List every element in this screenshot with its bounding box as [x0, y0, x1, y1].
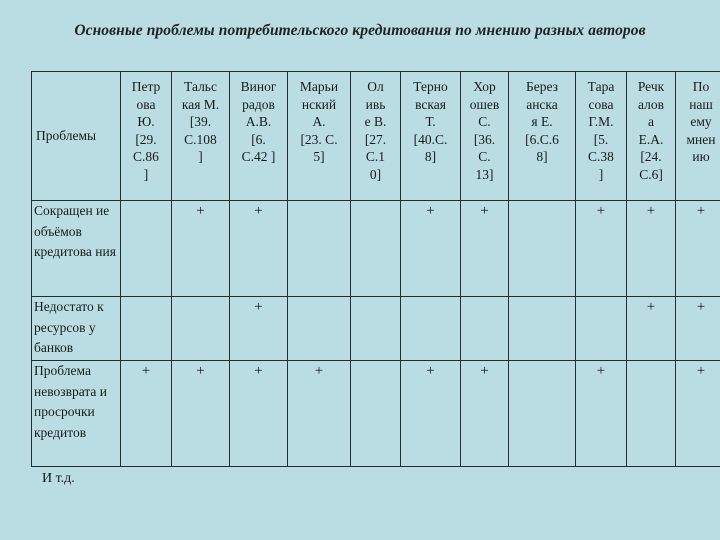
mark-cell: +: [676, 201, 720, 297]
author-header: Терно вская Т. [40.С. 8]: [401, 72, 461, 201]
table-row: [32, 361, 720, 467]
row-label: Проблема невозврата и просрочки кредитов: [32, 361, 121, 467]
mark-cell: +: [576, 361, 627, 467]
mark-cell: [627, 361, 676, 467]
mark-cell: +: [172, 201, 230, 297]
mark-cell: +: [461, 361, 509, 467]
mark-cell: +: [172, 361, 230, 467]
mark-cell: +: [288, 361, 351, 467]
mark-cell: +: [461, 201, 509, 297]
mark-cell: [121, 201, 172, 297]
mark-cell: +: [230, 361, 288, 467]
author-header: Марьи нский А. [23. С. 5]: [288, 72, 351, 201]
mark-cell: [509, 201, 576, 297]
mark-cell: +: [676, 297, 720, 361]
mark-cell: +: [121, 361, 172, 467]
author-header: Речк алов а Е.А. [24. С.6]: [627, 72, 676, 201]
header-row: [32, 72, 720, 201]
author-header: По наш ему мнен ию: [676, 72, 720, 201]
mark-cell: +: [676, 361, 720, 467]
author-header: Хор ошев С. [36. С. 13]: [461, 72, 509, 201]
mark-cell: [401, 297, 461, 361]
mark-cell: +: [230, 297, 288, 361]
author-header: Берез анска я Е. [6.С.6 8]: [509, 72, 576, 201]
table-row: [32, 297, 720, 361]
author-header: Петр ова Ю. [29. С.86 ]: [121, 72, 172, 201]
problems-table: [31, 71, 720, 467]
mark-cell: +: [401, 201, 461, 297]
mark-cell: +: [401, 361, 461, 467]
mark-cell: [509, 361, 576, 467]
mark-cell: +: [576, 201, 627, 297]
mark-cell: +: [627, 201, 676, 297]
row-label: Сокращен ие объёмов кредитова ния: [32, 201, 121, 297]
mark-cell: +: [627, 297, 676, 361]
row-label: Недостато к ресурсов у банков: [32, 297, 121, 361]
mark-cell: [461, 297, 509, 361]
mark-cell: [351, 297, 401, 361]
author-header: Ол ивь е В. [27. С.1 0]: [351, 72, 401, 201]
etc-footer: И т.д.: [42, 471, 75, 486]
author-header: Тальс кая М. [39. С.108 ]: [172, 72, 230, 201]
mark-cell: [351, 201, 401, 297]
mark-cell: [172, 297, 230, 361]
mark-cell: [576, 297, 627, 361]
mark-cell: [288, 297, 351, 361]
table-row: [32, 201, 720, 297]
header-problems-label: Проблемы: [32, 72, 121, 201]
mark-cell: [121, 297, 172, 361]
mark-cell: [288, 201, 351, 297]
mark-cell: [509, 297, 576, 361]
author-header: Виног радов А.В. [6. С.42 ]: [230, 72, 288, 201]
mark-cell: +: [230, 201, 288, 297]
author-header: Тара сова Г.М. [5. С.38 ]: [576, 72, 627, 201]
mark-cell: [351, 361, 401, 467]
page-title: Основные проблемы потребительского кредитования по мнению разных авторов: [74, 22, 646, 39]
